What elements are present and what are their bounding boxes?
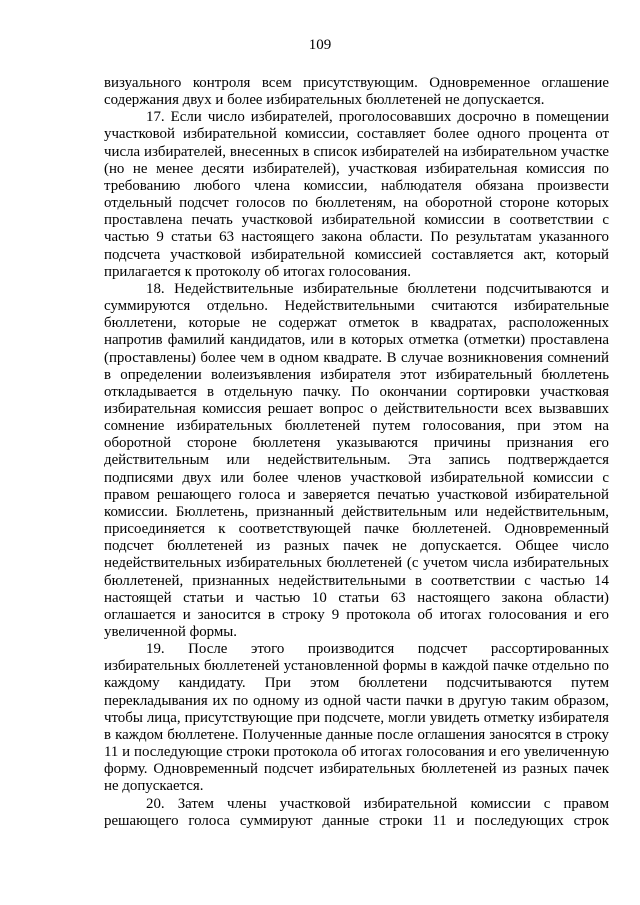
paragraph-19: 19. После этого производится подсчет рассортированных избирательных бюллетеней установленной формы в каждой пачке отдельно по каждому кандидату. При этом бюллетени подсчитываются путем перекладывания их по одному из одной части пачки в другую таким образом, чтобы лица, присутствующие при подсчете, могли увидеть отметку избирателя в каждом бюллетене. Полученные данные после оглашения заносятся в строку 11 и последующие строки протокола об итогах голосования и его увеличенную форму. Одновременный подсчет избирательных бюллетеней из разных пачек не допускается.: [104, 641, 609, 795]
paragraph-17: 17. Если число избирателей, проголосовавших досрочно в помещении участковой избирательной комиссии, составляет более одного процента от числа избирателей, внесенных в список избирателей на избирательном участке (но не менее десяти избирателей), участковая избирательная комиссия по требованию любого члена комиссии, наблюдателя обязана произвести отдельный подсчет голосов по бюллетеням, на оборотной стороне которых проставлена печать участковой избирательной комиссии в соответствии с частью 9 статьи 63 настоящего закона области. По результатам указанного подсчета участковой избирательной комиссией составляется акт, который прилагается к протоколу об итогах голосования.: [104, 109, 609, 280]
document-body: [104, 75, 609, 830]
paragraph-20: 20. Затем члены участковой избирательной комиссии с правом решающего голоса суммируют данные строки 11 и последующих строк: [104, 795, 609, 829]
paragraph-continuation: визуального контроля всем присутствующим. Одновременное оглашение содержания двух и более избирательных бюллетеней не допускается.: [104, 75, 609, 109]
paragraph-18: 18. Недействительные избирательные бюллетени подсчитываются и суммируются отдельно. Недействительными считаются избирательные бюллетени, которые не содержат отметок в квадратах, расположенных напротив фамилий кандидатов, или в которых отметка (отметки) проставлена (проставлены) более чем в одном квадрате. В случае возникновения сомнений в определении волеизъявления избирателя этот избирательный бюллетень откладывается в отдельную пачку. По окончании сортировки участковая избирательная комиссия решает вопрос о действительности всех вызвавших сомнение избирательных бюллетеней путем голосования, при этом на оборотной стороне бюллетеня указываются причины признания его действительным или недействительным. Эта запись подтверждается подписями двух или более членов участковой избирательной комиссии с правом решающего голоса и заверяется печатью участковой избирательной комиссии. Бюллетень, признанный действительным или недействительным, присоединяется к соответствующей пачке бюллетеней. Одновременный подсчет бюллетеней из разных пачек не допускается. Общее число недействительных избирательных бюллетеней (с учетом числа избирательных бюллетеней, признанных недействительными в соответствии с частью 14 настоящей статьи и частью 10 статьи 63 настоящего закона области) оглашается и заносится в строку 9 протокола об итогах голосования и его увеличенной формы.: [104, 280, 609, 640]
page-number: 109: [308, 37, 332, 53]
